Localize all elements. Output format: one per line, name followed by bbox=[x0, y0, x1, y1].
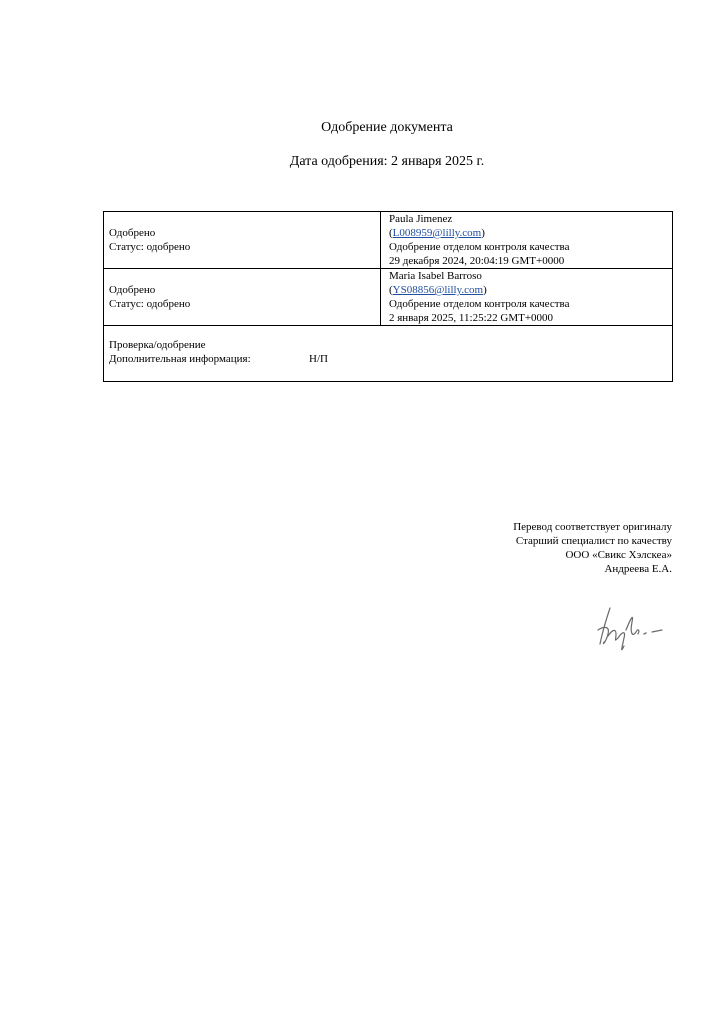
review-row bbox=[104, 326, 673, 382]
approval-status-cell bbox=[104, 212, 381, 269]
approver-cell bbox=[381, 212, 673, 269]
additional-info bbox=[109, 352, 667, 366]
approval-date: Дата одобрения: 2 января 2025 г. bbox=[289, 154, 485, 169]
approver-email-line bbox=[389, 283, 667, 297]
approval-status-cell bbox=[104, 269, 381, 326]
review-title: Проверка/одобрение bbox=[109, 339, 206, 351]
status-line: Статус: одобрено bbox=[109, 241, 191, 253]
approver-email-link[interactable]: L008959@lilly.com bbox=[392, 227, 482, 239]
additional-info-label: Дополнительная информация: bbox=[109, 353, 251, 365]
approval-row-2 bbox=[104, 269, 673, 326]
approver-cell bbox=[381, 269, 673, 326]
approvals-table bbox=[103, 211, 673, 382]
paren-close: ) bbox=[481, 227, 485, 239]
certification-line: Андреева Е.А. bbox=[604, 563, 672, 575]
approver-role: Одобрение отделом контроля качества bbox=[389, 241, 570, 253]
document-title: Одобрение документа bbox=[321, 120, 453, 135]
certification-line: Старший специалист по качеству bbox=[515, 535, 672, 547]
approver-email-link[interactable]: YS08856@lilly.com bbox=[392, 284, 484, 296]
paren-open: ( bbox=[389, 227, 393, 239]
approver-email-line bbox=[389, 226, 667, 240]
status-title: Одобрено bbox=[109, 284, 156, 296]
approver-name: Paula Jimenez bbox=[389, 213, 453, 225]
approval-row-1 bbox=[104, 212, 673, 269]
approver-role: Одобрение отделом контроля качества bbox=[389, 298, 570, 310]
status-line: Статус: одобрено bbox=[109, 298, 191, 310]
paren-open: ( bbox=[389, 284, 393, 296]
translation-certification bbox=[513, 520, 672, 576]
paren-close: ) bbox=[483, 284, 487, 296]
approval-timestamp: 2 января 2025, 11:25:22 GMT+0000 bbox=[389, 312, 554, 324]
status-title: Одобрено bbox=[109, 227, 156, 239]
additional-info-value: Н/П bbox=[309, 353, 328, 365]
approval-timestamp: 29 декабря 2024, 20:04:19 GMT+0000 bbox=[389, 255, 565, 267]
certification-line: Перевод соответствует оригиналу bbox=[513, 521, 672, 533]
certification-line: ООО «Свикс Хэлскеа» bbox=[565, 549, 672, 561]
approver-name: Maria Isabel Barroso bbox=[389, 270, 482, 282]
handwritten-signature bbox=[594, 600, 668, 656]
review-cell bbox=[104, 326, 673, 382]
